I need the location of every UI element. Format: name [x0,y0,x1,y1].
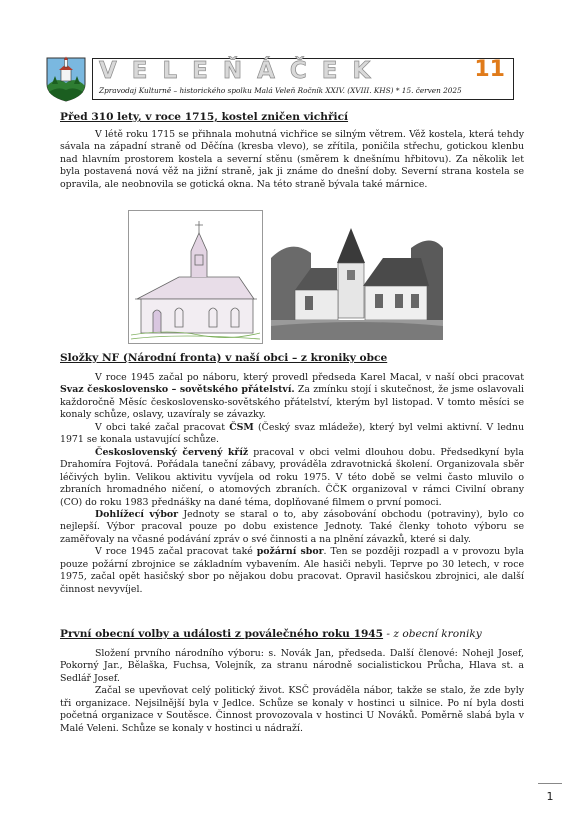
page-number: 1 [538,783,562,808]
paragraph: V roce 1945 začal po náboru, který provedl předseda Karel Macal, v naší obci pracovat Svaz československo – sovětského přátelství. Za zmínku stojí i skutečnost, že jsme oslavovali každoročně Měsíc československo-sovětského přátelství, kterým byl listopad. V tomto měsíci se konaly schůze, oslavy, uzavíraly se závazky. [60,372,525,421]
newsletter-title: VELEŇÁČEK [99,58,386,84]
section-body-nf [60,372,524,596]
masthead [92,58,514,100]
newsletter-subtitle: Zpravodaj Kulturně – historického spolku Malá Veleň Ročník XXIV. (XVIII. KHS) * 15. červen 2025 [99,86,462,95]
paragraph: Začal se upevňovat celý politický život. KSČ prováděla nábor, takže se stalo, že zde byly tři organizace. Nejsilnější byla v Jedlce. Schůze se konaly v hostinci u silnice. Po ní byla dosti početná organizace v Soutěsce. Činnost provozovala v hostinci U Nováků. Poměrně slabá byla v Malé Veleni. Schůze se konaly v hostinci u nádraží. [60,685,524,734]
paragraph: Dohlížecí výbor Jednoty se staral o to, aby zásobování obchodu (potraviny), bylo co nejlepší. Výbor pracoval pouze po dobu existence Jednoty. Také členky tohoto výboru se zaměřovaly na včasné podávání zpráv o své činnosti a na plnění závazků, které si daly. [60,508,524,545]
section-heading-nf: Složky NF (Národní fronta) v naší obci – z kroniky obce [60,352,388,364]
section-heading-church: Před 310 lety, v roce 1715, kostel zničen vichřicí [60,111,349,123]
section-heading-elections: První obecní volby a události z poválečného roku 1945 - z obecní kroniky [60,628,482,640]
paragraph: Československý červený kříž pracoval v obci velmi dlouhou dobu. Předsedkyní byla Drahomíra Fojtová. Pořádala taneční zábavy, prováděla zdravotnická školení. Organizovala sběr léčivých bylin. Velikou aktivitu vyvíjela od roku 1975. V této době se velmi často mluvilo o zbraních hromadného ničení, o atomových zbraních. ČČK organizoval v rámci Civilní obrany (CO) do roku 1983 přednášky na dané téma, doplňované filmem o první pomoci. [60,446,524,508]
section-body-church [60,129,524,191]
paragraph: Složení prvního národního výboru: s. Novák Jan, předseda. Další členové: Nohejl Josef, Pokorný Jar., Bělaška, Fuchsa, Volejník, za stranu národně socialistickou Průcha, Hlava st. a Sedlář Josef. [60,648,524,684]
church-drawing-image [128,210,263,344]
paragraph: V létě roku 1715 se přihnala mohutná vichřice se silným větrem. Věž kostela, která tehdy sávala na západní straně od Děčína (kresba vlevo), se zřítila, poničila střechu, gotickou klenbu nad hlavním prostorem kostela a severní stěnu (směrem k dnešnímu hřbitovu). Za několik let byla postavená nová věž na jižní straně, jak ji známe do dnešní doby. Severní strana kostela se opravila, ale neobnovila se gotická okna. Na této straně bývala také márnice. [60,129,524,190]
paragraph: V roce 1945 začal pracovat také požární sbor. Ten se později rozpadl a v provozu byla pouze požární zbrojnice se základním vybavením. Ale hasiči nebyli. Teprve po 30 letech, v roce 1975, začal opět hasičský sbor po nějakou dobu pracovat. Opravil hasičskou zbrojnici, ale další činnost nevyvíjel. [60,546,524,595]
village-crest-logo [44,56,88,102]
section-body-elections [60,648,524,735]
paragraph: V obci také začal pracovat ČSM (Český svaz mládeže), který byl velmi aktivní. V lednu 1971 se konala ustavující schůze. [60,421,524,446]
church-photo-image [271,208,443,340]
issue-number: 11 [474,57,505,82]
